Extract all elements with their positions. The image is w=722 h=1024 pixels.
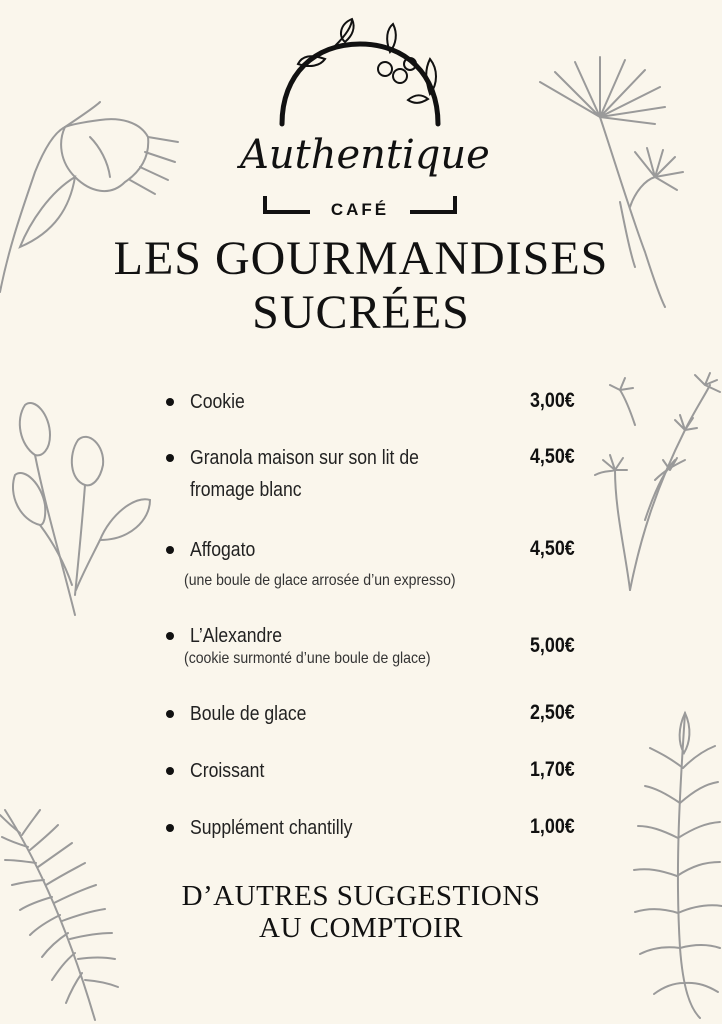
bullet-icon xyxy=(166,398,174,406)
menu-item-price: 2,50€ xyxy=(530,701,575,724)
bullet-icon xyxy=(166,546,174,554)
menu-item-price: 4,50€ xyxy=(530,537,575,560)
page-title xyxy=(0,232,722,340)
menu-item-price: 1,70€ xyxy=(530,758,575,781)
footer-line-1: D’AUTRES SUGGESTIONS xyxy=(181,880,541,912)
bullet-icon xyxy=(166,710,174,718)
bullet-icon xyxy=(166,767,174,775)
menu-item-name: Croissant xyxy=(190,760,265,782)
fern-illustration-bottom-right xyxy=(620,708,722,1024)
logo-arch-icon xyxy=(240,14,490,219)
brand-logo xyxy=(240,14,490,219)
menu-item-note: (une boule de glace arrosée d’un expresso) xyxy=(184,572,456,589)
buds-illustration-left xyxy=(0,395,160,625)
page-title-line-2: SUCRÉES xyxy=(252,286,470,339)
wildflower-illustration-right xyxy=(585,370,722,595)
footer-line-2: AU COMPTOIR xyxy=(259,912,463,944)
footer-suggestions xyxy=(0,880,722,944)
menu-item-name: Affogato xyxy=(190,539,256,561)
menu-item-name: Granola maison sur son lit de fromage blanc xyxy=(190,447,419,501)
menu-item-price: 1,00€ xyxy=(530,815,575,838)
menu-item-price: 3,00€ xyxy=(530,389,575,412)
menu-item-name: L’Alexandre xyxy=(190,625,282,647)
brand-name: Authentique xyxy=(240,132,490,178)
menu-item-price: 5,00€ xyxy=(530,634,575,657)
menu-item-price: 4,50€ xyxy=(530,445,575,468)
menu-item-name: Cookie xyxy=(190,391,245,413)
bullet-icon xyxy=(166,824,174,832)
menu-item-name: Supplément chantilly xyxy=(190,817,353,839)
bullet-icon xyxy=(166,454,174,462)
page-title-line-1: LES GOURMANDISES xyxy=(113,232,609,285)
bullet-icon xyxy=(166,632,174,640)
menu-item-note: (cookie surmonté d’une boule de glace) xyxy=(184,650,431,667)
brand-subtitle: CAFÉ xyxy=(330,200,390,219)
menu-item-name: Boule de glace xyxy=(190,703,307,725)
